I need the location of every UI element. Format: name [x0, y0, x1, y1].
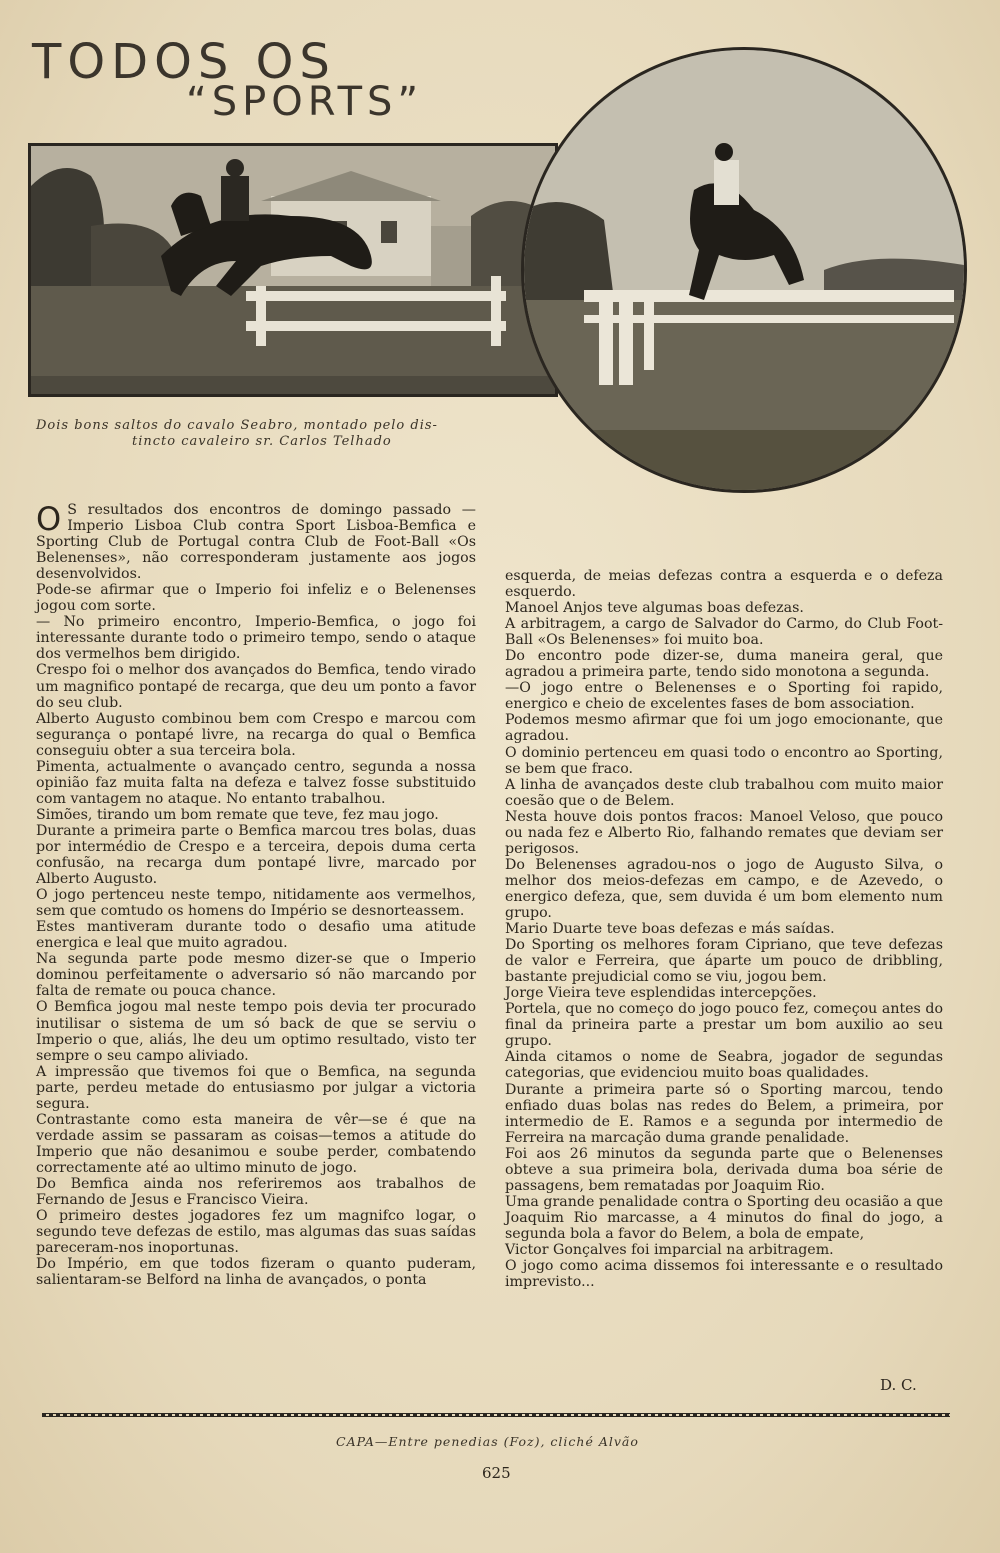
footer-divider [42, 1413, 950, 1417]
horse-jump-illustration-right [524, 50, 964, 490]
author-signature: D. C. [880, 1376, 917, 1394]
article-paragraph: Mario Duarte teve boas defezas e más saídas. [505, 921, 835, 938]
article-paragraph: Foi aos 26 minutos da segunda parte que o Belenenses obteve a sua primeira bola, derivada duma boa série de passagens, bem rematadas por Joaquim Rio. [505, 1145, 943, 1194]
article-paragraph: A arbitragem, a cargo de Salvador do Carmo, do Club Foot-Ball «Os Belenenses» foi muito boa. [505, 616, 943, 649]
horse-jump-photo-right [521, 47, 967, 493]
horse-jump-photo-left [28, 143, 558, 397]
article-paragraph: Estes mantiveram durante todo o desafio uma atitude energica e leal que muito agradou. [36, 919, 476, 952]
article-paragraph: — No primeiro encontro, Imperio-Bemfica, o jogo foi interessante durante todo o primeiro tempo, sendo o ataque dos vermelhos bem dirigido. [36, 614, 476, 663]
article-paragraph: esquerda, de meias defezas contra a esquerda e o defeza esquerdo. [505, 568, 943, 601]
article-paragraph: Do Belenenses agradou-nos o jogo de Augusto Silva, o melhor dos meios-defezas em campo, e de Azevedo, o energico defeza, que, sem duvida é um bom elemento num grupo. [505, 856, 943, 921]
article-paragraph: Crespo foi o melhor dos avançados do Bemfica, tendo virado um magnifico pontapé de recarga, que deu um ponto a favor do seu club. [36, 662, 476, 711]
cover-caption: CAPA—Entre penedias (Foz), cliché Alvão [336, 1434, 639, 1449]
article-paragraph: Do encontro pode dizer-se, duma maneira geral, que agradou a primeira parte, tendo sido monotona a segunda. [505, 648, 943, 681]
article-paragraph: O jogo como acima dissemos foi interessante e o resultado imprevisto... [505, 1258, 943, 1291]
article-paragraph: Do Império, em que todos fizeram o quanto puderam, salientaram-se Belford na linha de avançados, o ponta [36, 1256, 476, 1289]
article-column-right [505, 568, 943, 1290]
article-column-left [36, 502, 476, 1288]
article-paragraph: A linha de avançados deste club trabalhou com muito maior coesão que o de Belem. [505, 776, 943, 809]
horse-jump-illustration-left [31, 146, 555, 394]
headline-line-1: TODOS OS [32, 34, 336, 90]
article-paragraph: Na segunda parte pode mesmo dizer-se que o Imperio dominou perfeitamente o adversario só não marcando por falta de remate ou pouca chance. [36, 951, 476, 1000]
article-paragraph: Ainda citamos o nome de Seabra, jogador de segundas categorias, que evidenciou muito boas qualidades. [505, 1049, 943, 1082]
lead-first-line: S resultados dos encontros de domingo passado — [67, 502, 476, 518]
article-paragraph: Manoel Anjos teve algumas boas defezas. [505, 600, 804, 617]
headline-line-2: “SPORTS” [186, 79, 424, 125]
article-paragraph: Podemos mesmo afirmar que foi um jogo emocionante, que agradou. [505, 712, 943, 745]
article-paragraph: —O jogo entre o Belenenses e o Sporting foi rapido, energico e cheio de excelentes fases de bom association. [505, 680, 943, 713]
article-paragraph: Do Bemfica ainda nos referiremos aos trabalhos de Fernando de Jesus e Francisco Vieira. [36, 1175, 476, 1209]
article-paragraph: Jorge Vieira teve esplendidas intercepções. [505, 985, 817, 1002]
article-paragraph: Portela, que no começo do jogo pouco fez, começou antes do final da prineira parte a prestar um bom auxilio ao seu grupo. [505, 1001, 943, 1050]
article-paragraph: Pimenta, actualmente o avançado centro, segunda a nossa opinião faz muita falta na defeza e talvez fosse substituido com vantagem no ataque. No entanto trabalhou. [36, 758, 476, 807]
article-paragraph: O jogo pertenceu neste tempo, nitidamente aos vermelhos, sem que comtudo os homens do Império se desnorteassem. [36, 887, 476, 920]
article-paragraph: O Bemfica jogou mal neste tempo pois devia ter procurado inutilisar o sistema de um só back de que se serviu o Imperio o que, aliás, lhe deu um optimo resultado, visto ter sempre o seu campo aliviado. [36, 999, 476, 1064]
page-number: 625 [482, 1464, 511, 1482]
article-paragraph: Contrastante como esta maneira de vêr—se é que na verdade assim se passaram as coisas—temos a atitude do Imperio que não desanimou e soube perder, combatendo correctamente até ao ultimo minuto de jogo. [36, 1111, 476, 1176]
article-paragraph: Do Sporting os melhores foram Cipriano, que teve defezas de valor e Ferreira, que áparte um pouco de dribbling, bastante prejudicial como se viu, jogou bem. [505, 937, 943, 986]
photo-caption-line-2: tincto cavaleiro sr. Carlos Telhado [132, 434, 392, 449]
article-paragraph: Nesta houve dois pontos fracos: Manoel Veloso, que pouco ou nada fez e Alberto Rio, falhando remates que deviam ser perigosos. [505, 808, 943, 857]
article-paragraph: Durante a primeira parte o Bemfica marcou tres bolas, duas por intermédio de Crespo e a terceira, depois duma certa confusão, na recarga dum pontapé livre, marcado por Alberto Augusto. [36, 822, 476, 888]
article-paragraph: Durante a primeira parte só o Sporting marcou, tendo enfiado duas bolas nas redes do Belem, a primeira, por intermedio de E. Ramos e a segunda por intermedio de Ferreira na marcação duma grande penalidade. [505, 1081, 943, 1146]
photo-caption [36, 418, 506, 450]
article-paragraph: O primeiro destes jogadores fez um magnifco logar, o segundo teve defezas de estilo, mas algumas das suas saídas pareceram-nos inoportunas. [36, 1208, 476, 1257]
article-paragraph: Uma grande penalidade contra o Sporting deu ocasião a que Joaquim Rio marcasse, a 4 minutos do final do jogo, a segunda bola a favor do Belem, a bola de empate, [505, 1193, 943, 1242]
article-paragraph: Pode-se afirmar que o Imperio foi infeliz e o Belenenses jogou com sorte. [36, 582, 476, 615]
article-paragraph: O dominio pertenceu em quasi todo o encontro ao Sporting, se bem que fraco. [505, 744, 943, 777]
article-paragraph: Simões, tirando um bom remate que teve, fez mau jogo. [36, 806, 439, 823]
drop-cap: O [36, 500, 62, 538]
photo-caption-line-1: Dois bons saltos do cavalo Seabro, montado pelo dis- [36, 418, 438, 433]
article-lead-paragraph [36, 502, 476, 582]
article-paragraph: Victor Gonçalves foi imparcial na arbitragem. [505, 1241, 834, 1258]
lead-paragraph-text: Imperio Lisboa Club contra Sport Lisboa-Bemfica e Sporting Club de Portugal contra Club de Foot-Ball «Os Belenenses», não corresponderam justamente aos jogos desenvolvidos. [36, 518, 476, 583]
article-paragraph: Alberto Augusto combinou bem com Crespo e marcou com segurança o pontapé livre, na recarga do qual o Bemfica conseguiu obter a sua terceira bola. [36, 710, 476, 759]
article-paragraph: A impressão que tivemos foi que o Bemfica, na segunda parte, perdeu metade do entusiasmo por julgar a victoria segura. [36, 1063, 476, 1112]
